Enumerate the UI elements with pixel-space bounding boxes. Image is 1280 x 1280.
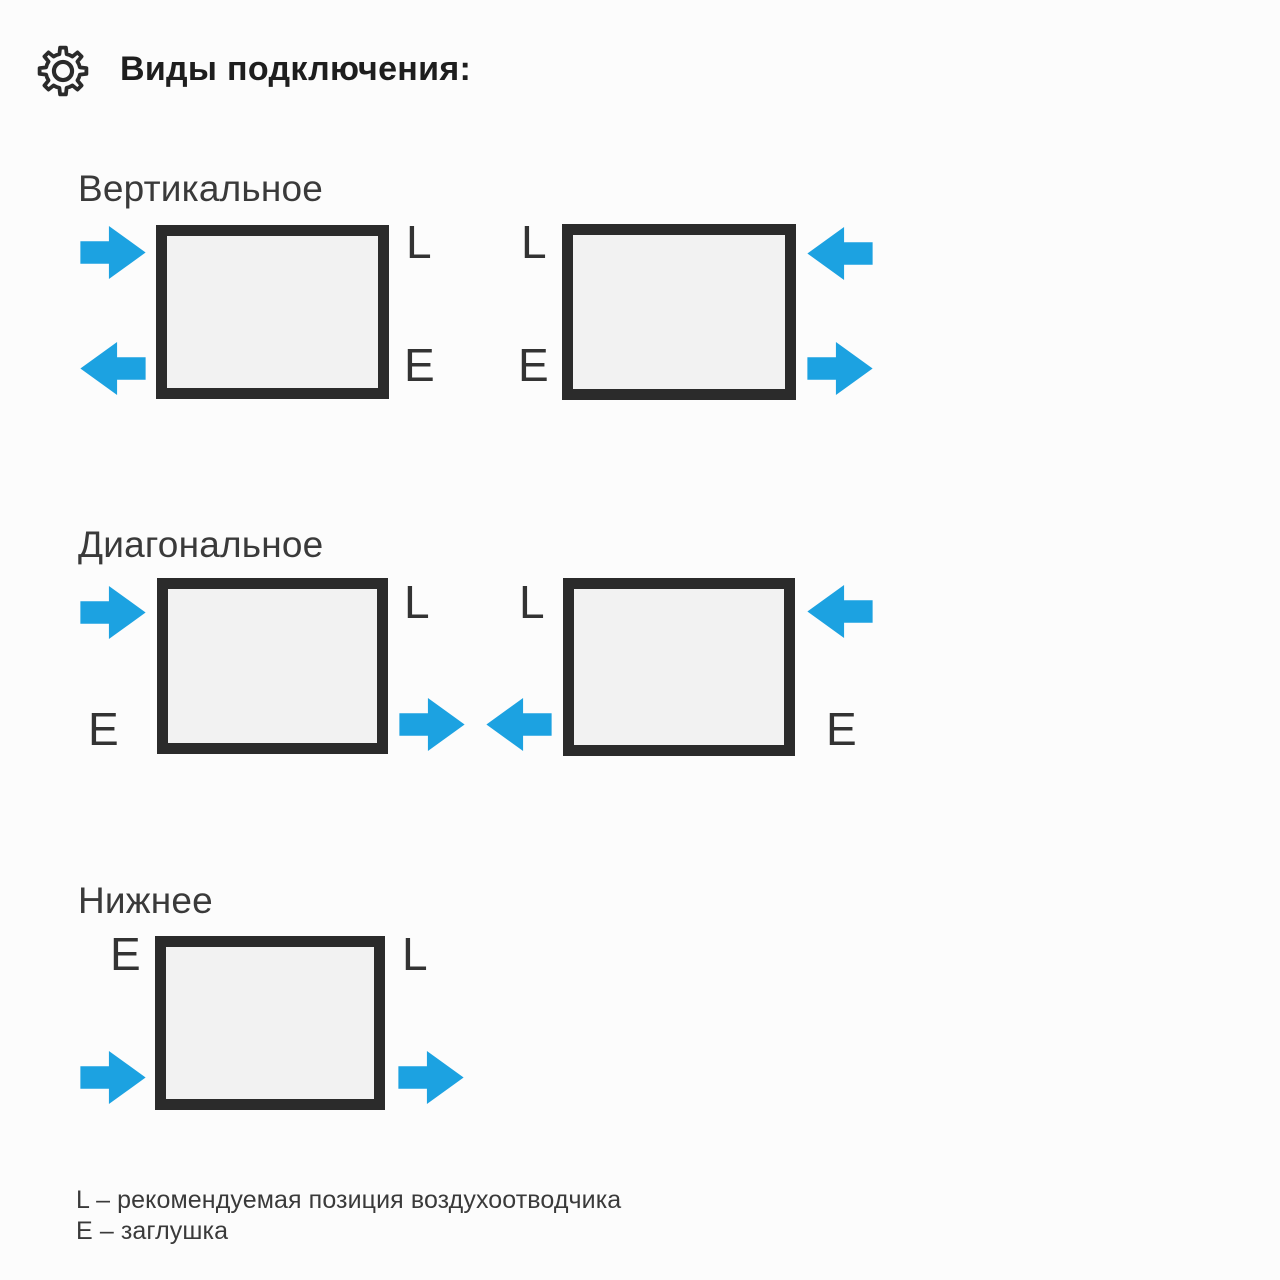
arrow-right-icon bbox=[398, 1051, 464, 1104]
section-title-vertical: Вертикальное bbox=[78, 168, 324, 209]
radiator-rect bbox=[155, 936, 385, 1110]
arrow-right-icon bbox=[80, 226, 146, 279]
radiator-rect bbox=[563, 578, 795, 756]
legend-line-air-vent: L – рекомендуемая позиция воздухоотводчика bbox=[76, 1186, 622, 1214]
arrow-left-icon bbox=[486, 698, 552, 751]
air-vent-label: L bbox=[521, 216, 547, 268]
section-title-diagonal: Диагональное bbox=[78, 524, 324, 565]
legend-line-plug: E – заглушка bbox=[76, 1217, 229, 1245]
air-vent-label: L bbox=[406, 216, 432, 268]
plug-label: E bbox=[518, 339, 549, 391]
radiator-rect bbox=[157, 578, 388, 754]
section-title-bottom: Нижнее bbox=[78, 880, 213, 921]
arrow-right-icon bbox=[807, 342, 873, 395]
arrow-left-icon bbox=[80, 342, 146, 395]
arrow-right-icon bbox=[80, 1051, 146, 1104]
gear-icon bbox=[34, 42, 92, 100]
air-vent-label: L bbox=[404, 576, 430, 628]
arrow-right-icon bbox=[80, 586, 146, 639]
arrow-left-icon bbox=[807, 585, 873, 638]
page-title: Виды подключения: bbox=[120, 50, 472, 88]
radiator-rect bbox=[562, 224, 796, 400]
air-vent-label: L bbox=[402, 928, 428, 980]
radiator-rect bbox=[156, 225, 389, 399]
plug-label: E bbox=[110, 928, 141, 980]
plug-label: E bbox=[404, 339, 435, 391]
plug-label: E bbox=[88, 703, 119, 755]
legend bbox=[76, 1185, 621, 1247]
plug-label: E bbox=[826, 703, 857, 755]
arrow-right-icon bbox=[399, 698, 465, 751]
arrow-left-icon bbox=[807, 227, 873, 280]
air-vent-label: L bbox=[519, 576, 545, 628]
